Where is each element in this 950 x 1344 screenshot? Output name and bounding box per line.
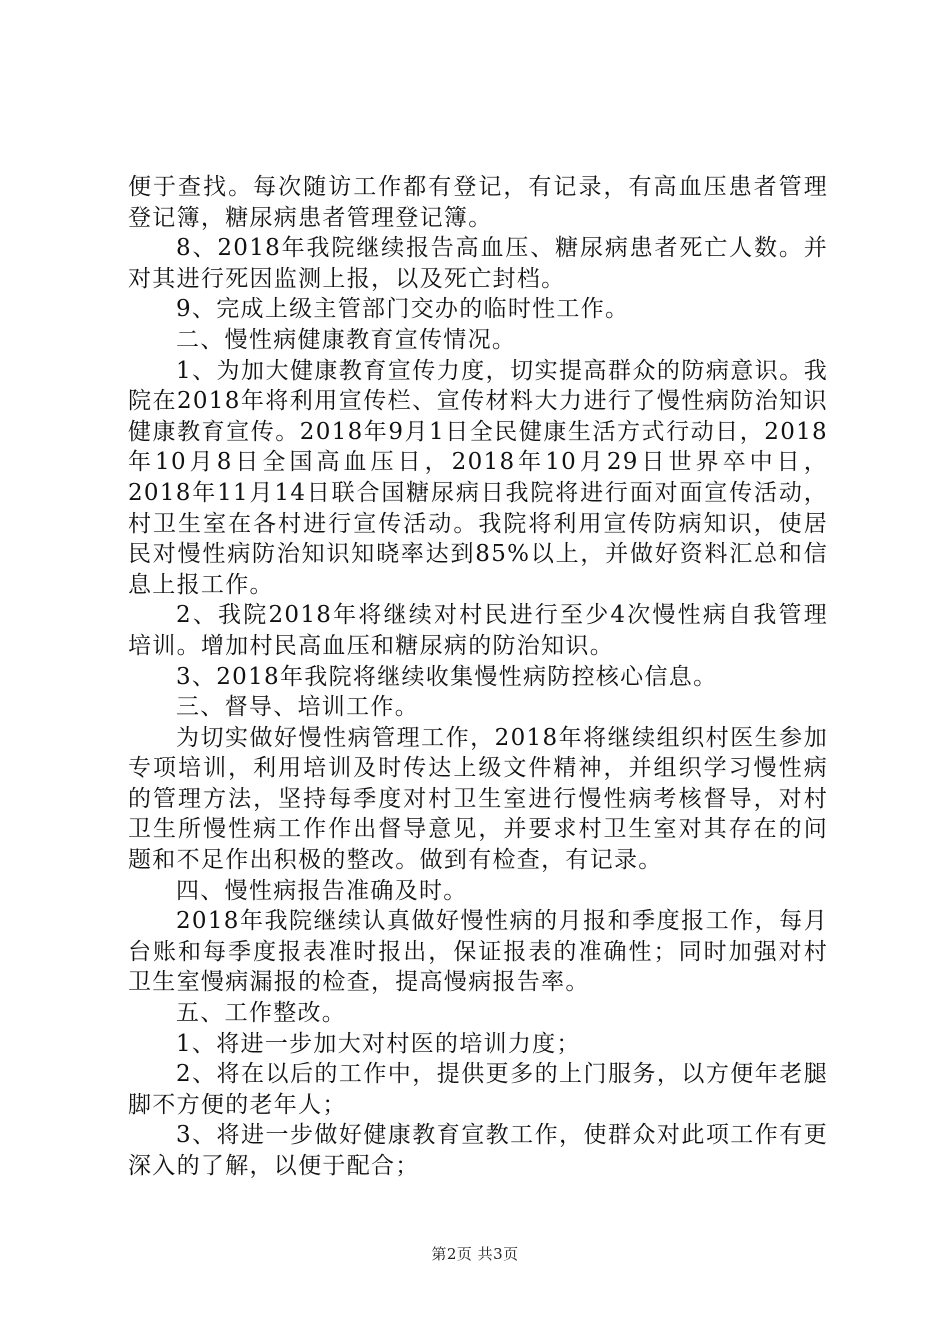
paragraph-item-8: 8、2018年我院继续报告高血压、糖尿病患者死亡人数。并对其进行死因监测上报，以及死亡封档。 — [128, 235, 828, 292]
paragraph-continuation: 便于查找。每次随访工作都有登记，有记录，有高血压患者管理登记簿，糖尿病患者管理登记簿。 — [128, 174, 828, 231]
paragraph-section2-item-1: 1、为加大健康教育宣传力度，切实提高群众的防病意识。我院在2018年将利用宣传栏、宣传材料大力进行了慢性病防治知识健康教育宣传。2018年9月1日全民健康生活方式行动日，2018年10月8日全国高血压日，2018年10月29日世界卒中日，2018年11月14日联合国糖尿病日我院将进行面对面宣传活动，村卫生室在各村进行宣传活动。我院将利用宣传防病知识，使居民对慢性病防治知识知晓率达到85%以上，并做好资料汇总和信息上报工作。 — [128, 357, 828, 598]
section-heading-4: 四、慢性病报告准确及时。 — [176, 877, 468, 904]
paragraph-section2-item-2: 2、我院2018年将继续对村民进行至少4次慢性病自我管理培训。增加村民高血压和糖尿病的防治知识。 — [128, 602, 828, 659]
paragraph-section5-item-2: 2、将在以后的工作中，提供更多的上门服务，以方便年老腿脚不方便的老年人； — [128, 1061, 828, 1118]
paragraph-section4-body: 2018年我院继续认真做好慢性病的月报和季度报工作，每月台账和每季度报表准时报出，保证报表的准确性；同时加强对村卫生室慢病漏报的检查，提高慢病报告率。 — [128, 908, 828, 996]
paragraph-section2-item-3: 3、2018年我院将继续收集慢性病防控核心信息。 — [176, 663, 718, 690]
document-body — [128, 172, 828, 1182]
paragraph-section5-item-1: 1、将进一步加大对村医的培训力度； — [176, 1030, 581, 1057]
section-heading-5: 五、工作整改。 — [176, 1000, 347, 1027]
section-heading-3: 三、督导、培训工作。 — [176, 694, 419, 721]
page-number-footer: 第2页 共3页 — [431, 1245, 519, 1263]
section-heading-2: 二、慢性病健康教育宣传情况。 — [176, 326, 517, 353]
paragraph-section3-body: 为切实做好慢性病管理工作，2018年将继续组织村医生参加专项培训，利用培训及时传达上级文件精神，并组织学习慢性病的管理方法，坚持每季度对村卫生室进行慢性病考核督导，对村卫生所慢性病工作作出督导意见，并要求村卫生室对其存在的问题和不足作出积极的整改。做到有检查，有记录。 — [128, 724, 828, 874]
paragraph-item-9: 9、完成上级主管部门交办的临时性工作。 — [176, 296, 630, 323]
paragraph-section5-item-3: 3、将进一步做好健康教育宣教工作，使群众对此项工作有更深入的了解，以便于配合； — [128, 1122, 828, 1179]
